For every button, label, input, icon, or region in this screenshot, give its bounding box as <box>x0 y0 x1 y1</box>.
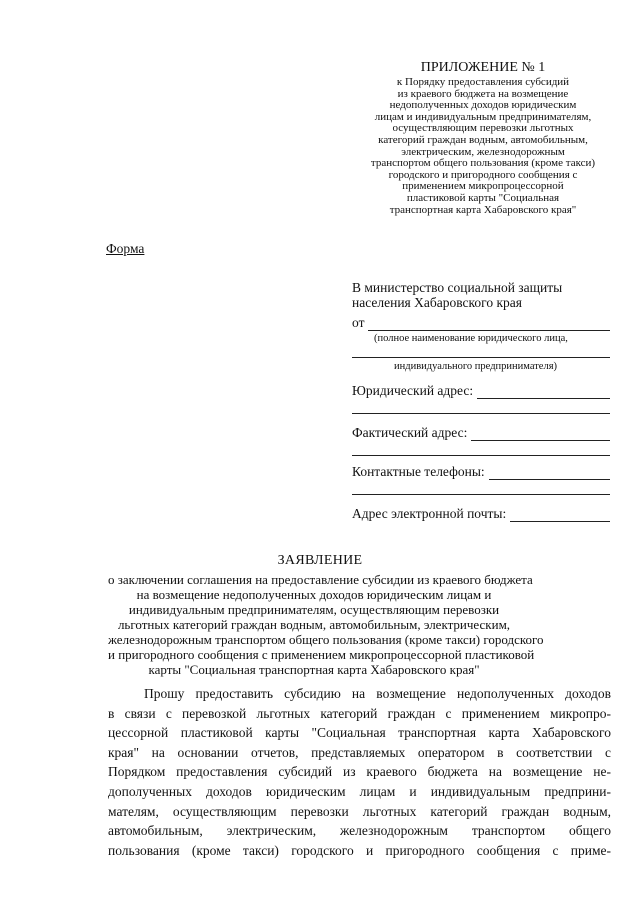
appendix-text <box>352 77 614 216</box>
phones-label: Контактные телефоны: <box>352 464 485 479</box>
appendix-line: применением микропроцессорной <box>402 180 564 193</box>
body-line: цессорной пластиковой карты "Социальная транспортная карта Хабаровского <box>108 725 611 741</box>
body-line: Прошу предоставить субсидию на возмещение недополученных доходов <box>144 686 611 701</box>
appendix-line: категорий граждан водным, автомобильным, <box>378 133 588 146</box>
from-hint-2: индивидуального предпринимателя) <box>394 361 558 372</box>
from-label: от <box>352 315 365 330</box>
appendix-line: электрическим, железнодорожным <box>401 145 565 158</box>
phones-blank-line[interactable] <box>352 494 610 495</box>
addressee-block <box>352 280 612 310</box>
subtitle-line: о заключении соглашения на предоставление субсидии из краевого бюджета <box>108 572 533 587</box>
appendix-line: транспортом общего пользования (кроме такси) <box>370 157 596 170</box>
appendix-header <box>352 60 614 216</box>
from-field[interactable] <box>352 315 610 331</box>
from-blank-line[interactable] <box>352 357 610 358</box>
email-input-line[interactable] <box>510 509 610 522</box>
from-input-line[interactable] <box>368 318 610 331</box>
body-line: дополученных доходов юридическим лицам и индивидуальным предприни- <box>108 783 611 799</box>
appendix-line: недополученных доходов юридическим <box>389 99 577 112</box>
body-line: пользования (кроме такси) городского и пригородного сообщения с приме- <box>108 842 611 858</box>
addressee-line-1: В министерство социальной защиты <box>352 280 563 295</box>
subtitle-line: индивидуальным предпринимателям, осуществляющим перевозки <box>128 602 500 617</box>
body-line: автомобильным, электрическим, железнодорожным транспортом общего <box>108 823 611 839</box>
actual-address-label: Фактический адрес: <box>352 425 468 440</box>
legal-address-field[interactable] <box>352 383 610 399</box>
body-line: мателям, осуществляющим перевозки льготных категорий граждан водным, <box>108 803 611 819</box>
subtitle-line: на возмещение недополученных доходов юридическим лицам и <box>136 587 492 602</box>
appendix-title: ПРИЛОЖЕНИЕ № 1 <box>420 60 546 75</box>
appendix-line: из краевого бюджета на возмещение <box>397 87 569 100</box>
legal-address-label: Юридический адрес: <box>352 383 474 398</box>
actual-address-input-line[interactable] <box>471 428 610 441</box>
email-label: Адрес электронной почты: <box>352 506 507 521</box>
phones-input-line[interactable] <box>489 467 610 480</box>
from-hint-1: (полное наименование юридического лица, <box>374 333 568 344</box>
appendix-line: пластиковой карты "Социальная <box>406 191 560 204</box>
legal-address-input-line[interactable] <box>477 386 610 399</box>
body-line: края" на основании отчетов, представляемых оператором в соответствии с <box>108 744 611 760</box>
actual-address-blank-line[interactable] <box>352 455 610 456</box>
appendix-line: к Порядку предоставления субсидий <box>396 76 570 88</box>
statement-body <box>108 684 611 860</box>
statement-subtitle <box>108 572 544 677</box>
subtitle-line: железнодорожным транспортом общего пользования (кроме такси) городского <box>108 632 544 647</box>
statement-title: ЗАЯВЛЕНИЕ <box>277 553 363 568</box>
actual-address-field[interactable] <box>352 425 610 441</box>
phones-field[interactable] <box>352 464 610 480</box>
appendix-line: городского и пригородного сообщения с <box>388 168 578 181</box>
subtitle-line: льготных категорий граждан водным, автомобильным, электрическим, <box>117 617 511 632</box>
subtitle-line: карты "Социальная транспортная карта Хабаровского края" <box>148 662 480 677</box>
email-field[interactable] <box>352 506 610 522</box>
appendix-line: лицам и индивидуальным предпринимателям, <box>374 110 592 123</box>
appendix-line: транспортная карта Хабаровского края" <box>389 203 577 216</box>
appendix-line: осуществляющим перевозки льготных <box>392 122 574 135</box>
body-line: в связи с перевозкой льготных категорий граждан с применением микропро- <box>108 705 611 721</box>
subtitle-line: и пригородного сообщения с применением микропроцессорной пластиковой <box>108 647 535 662</box>
addressee-line-2: населения Хабаровского края <box>352 295 522 310</box>
body-line: Порядком предоставления субсидий из краевого бюджета на возмещение не- <box>108 764 611 780</box>
legal-address-blank-line[interactable] <box>352 413 610 414</box>
form-label: Форма <box>106 241 145 256</box>
